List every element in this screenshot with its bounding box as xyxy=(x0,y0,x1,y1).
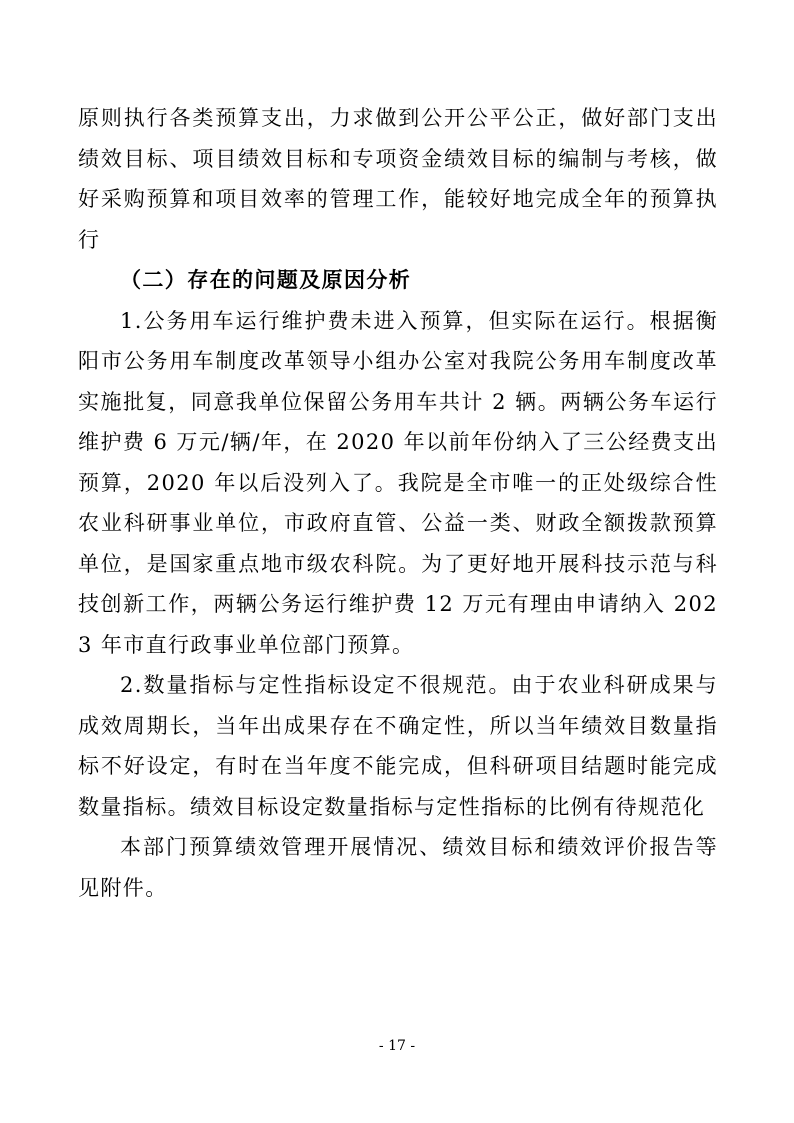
section-heading: （二）存在的问题及原因分析 xyxy=(120,268,412,292)
page-number: - 17 - xyxy=(378,1038,416,1054)
document-body xyxy=(78,98,718,908)
paragraph-attachment-note: 本部门预算绩效管理开展情况、绩效目标和绩效评价报告等见附件。 xyxy=(78,835,718,900)
paragraph-indicator-settings: 2.数量指标与定性指标设定不很规范。由于农业科研成果与成效周期长，当年出成果存在不确定性，所以当年绩效目数量指标不好设定，有时在当年度不能完成，但科研项目结题时能完成数量指标。绩效目标设定数量指标与定性指标的比例有待规范化 xyxy=(78,673,718,819)
paragraph-vehicle-maintenance: 1.公务用车运行维护费未进入预算，但实际在运行。根据衡阳市公务用车制度改革领导小组办公室对我院公务用车制度改革实施批复，同意我单位保留公务用车共计 2 辆。两辆公务车运行维护费 6 万元/辆/年，在 2020 年以前年份纳入了三公经费支出预算，2020 年以后没列入了。我院是全市唯一的正处级综合性农业科研事业单位，市政府直管、公益一类、财政全额拨款预算单位，是国家重点地市级农科院。为了更好地开展科技示范与科技创新工作，两辆公务运行维护费 12 万元有理由申请纳入 2023 年市直行政事业单位部门预算。 xyxy=(78,308,718,657)
paragraph-budget-execution: 原则执行各类预算支出，力求做到公开公平公正，做好部门支出绩效目标、项目绩效目标和专项资金绩效目标的编制与考核，做好采购预算和项目效率的管理工作，能较好地完成全年的预算执行 xyxy=(78,106,718,252)
